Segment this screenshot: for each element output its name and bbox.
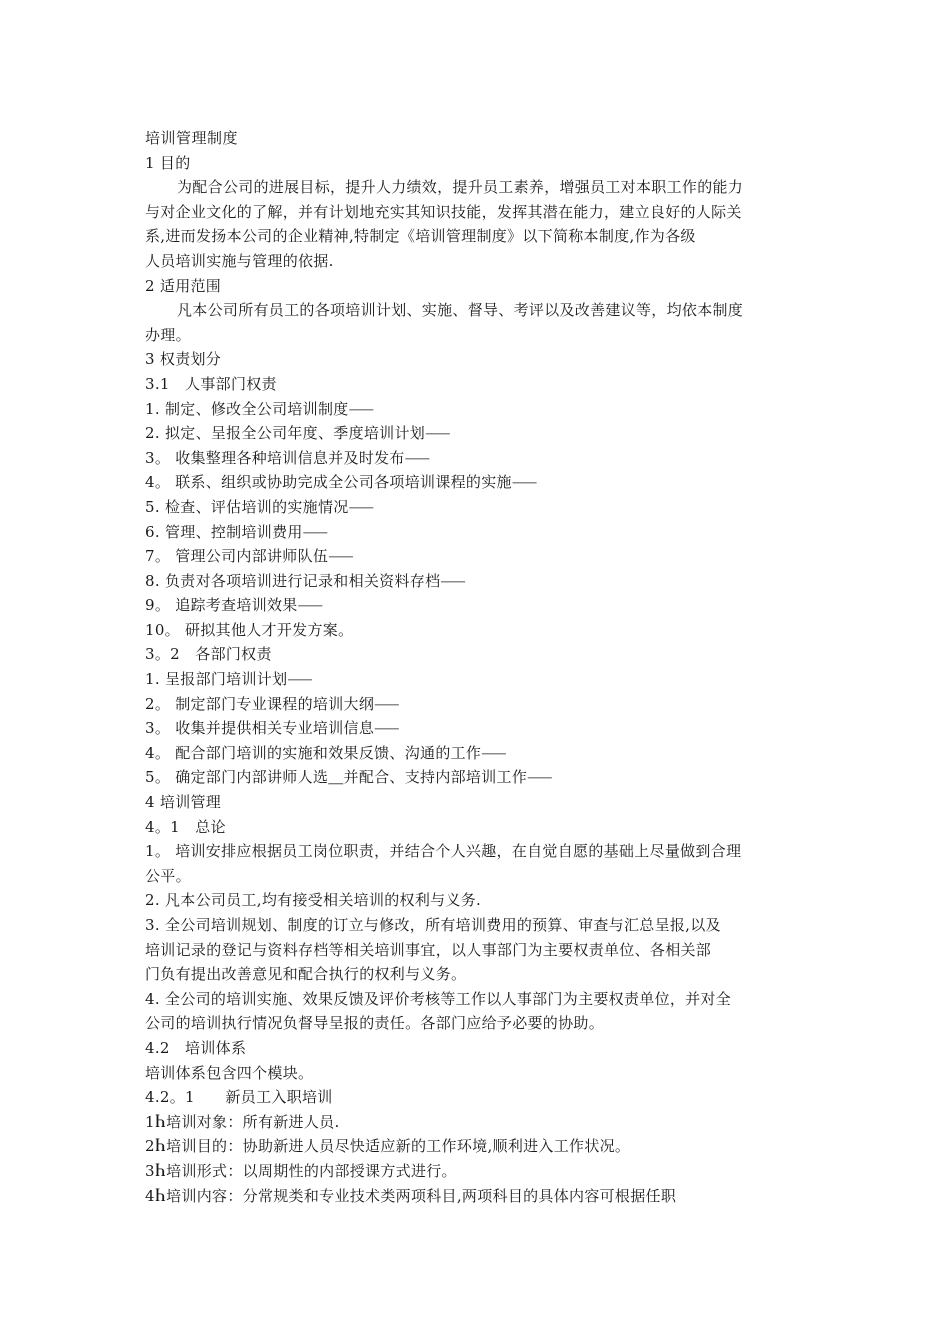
text-line: 3。 收集整理各种培训信息并及时发布⸺	[145, 448, 431, 467]
text-line: 2 适用范围	[145, 276, 222, 295]
text-line: 凡本公司所有员工的各项培训计划、实施、督导、考评以及改善建议等，均依本制度	[177, 301, 744, 320]
text-line: 3 权责划分	[145, 350, 222, 369]
text-line: 人员培训实施与管理的依据.	[145, 251, 334, 270]
text-line: 公司的培训执行情况负督导呈报的责任。各部门应给予必要的协助。	[145, 1014, 605, 1033]
text-line: 1. 制定、修改全公司培训制度⸺	[145, 399, 375, 418]
text-line: 6. 管理、控制培训费用⸺	[145, 522, 329, 541]
text-line: 公平。	[145, 866, 191, 885]
text-line: 3.1 人事部门权责	[145, 374, 277, 393]
text-line: 9。 追踪考查培训效果⸺	[145, 596, 324, 615]
text-line: 2. 凡本公司员工,均有接受相关培训的权利与义务.	[145, 891, 482, 910]
text-line: 1. 呈报部门培训计划⸺	[145, 670, 314, 689]
document-body	[145, 126, 805, 1208]
text-line: 4。1 总论	[145, 817, 226, 836]
document-title: 培训管理制度	[145, 129, 239, 147]
text-line: 10。 研拟其他人才开发方案。	[145, 620, 354, 639]
text-line: 5。 确定部门内部讲师人选⸏并配合、支持内部培训工作⸺	[145, 768, 553, 787]
text-line: 为配合公司的进展目标，提升人力绩效，提升员工素养，增强员工对本职工作的能力	[177, 178, 744, 197]
text-line: 与对企业文化的了解，并有计划地充实其知识技能，发挥其潜在能力，建立良好的人际关	[145, 202, 742, 221]
text-line: 5. 检查、评估培训的实施情况⸺	[145, 497, 375, 516]
text-line: 4Ⴙ培训内容：分常规类和专业技术类两项科目,两项科目的具体内容可根据任职	[145, 1186, 677, 1205]
text-line: 2。 制定部门专业课程的培训大纲⸺	[145, 694, 400, 713]
text-line: 8. 负责对各项培训进行记录和相关资料存档⸺	[145, 571, 467, 590]
text-line: 3。2 各部门权责	[145, 645, 272, 664]
text-line: 4。 联系、组织或协助完成全公司各项培训课程的实施⸺	[145, 473, 538, 492]
text-line: 4 培训管理	[145, 793, 222, 812]
text-line: 4.2 培训体系	[145, 1038, 247, 1057]
text-line: 培训记录的登记与资料存档等相关培训事宜，以人事部门为主要权责单位、各相关部	[145, 940, 712, 959]
text-line: 3。 收集并提供相关专业培训信息⸺	[145, 719, 400, 738]
text-line: 培训体系包含四个模块。	[145, 1063, 314, 1082]
text-line: 3Ⴙ培训形式：以周期性的内部授课方式进行。	[145, 1161, 457, 1180]
text-line: 7。 管理公司内部讲师队伍⸺	[145, 547, 354, 566]
text-line: 办理。	[145, 325, 191, 344]
text-line: 系,进而发扬本公司的企业精神,特制定《培训管理制度》以下简称本制度,作为各级	[145, 227, 696, 246]
text-line: 2Ⴙ培训目的：协助新进人员尽快适应新的工作环境,顺利进入工作状况。	[145, 1137, 631, 1156]
text-line: 4。 配合部门培训的实施和效果反馈、沟通的工作⸺	[145, 743, 507, 762]
text-line: 2. 拟定、呈报全公司年度、季度培训计划⸺	[145, 424, 451, 443]
text-line: 1。 培训安排应根据员工岗位职责，并结合个人兴趣，在自觉自愿的基础上尽量做到合理	[145, 842, 742, 861]
text-line: 4. 全公司的培训实施、效果反馈及评价考核等工作以人事部门为主要权责单位，并对全	[145, 989, 732, 1008]
text-line: 1 目的	[145, 153, 191, 172]
text-line: 4.2。1 新员工入职培训	[145, 1088, 333, 1107]
document-lines	[145, 151, 805, 1209]
text-line: 门负有提出改善意见和配合执行的权利与义务。	[145, 965, 467, 984]
text-line: 1Ⴙ培训对象：所有新进人员.	[145, 1112, 340, 1131]
text-line: 3. 全公司培训规划、制度的订立与修改，所有培训费用的预算、审查与汇总呈报,以及	[145, 916, 721, 934]
